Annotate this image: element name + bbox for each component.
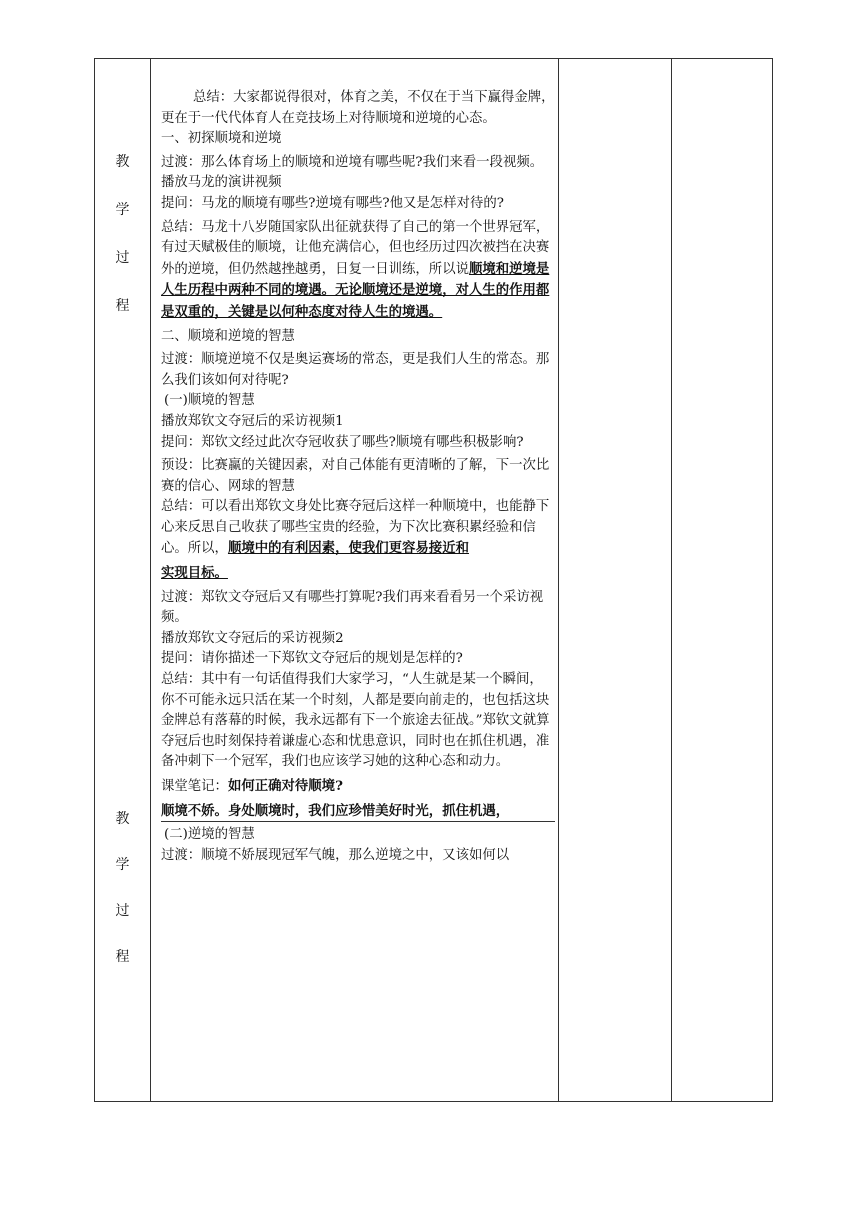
activity-line: 播放郑钦文夺冠后的采访视频1 (161, 413, 344, 429)
summary-paragraph (161, 497, 555, 560)
summary-paragraph (161, 218, 555, 324)
label-char: 程 (115, 949, 130, 965)
section-label-teaching-process (95, 809, 150, 993)
question-paragraph: 提问：请你描述一下郑钦文夺冠后的规划是怎样的? (161, 651, 463, 667)
column-divider (671, 59, 672, 1101)
key-point-line (161, 563, 555, 585)
transition-paragraph: 过渡：郑钦文夺冠后又有哪些打算呢?我们再来看看另一个采访视频。 (161, 589, 544, 626)
question-paragraph: 提问：郑钦文经过此次夺冠收获了哪些?顺境有哪些积极影响? (161, 434, 524, 450)
subsection-heading: (一)顺境的智慧 (164, 393, 255, 409)
lesson-table (94, 58, 773, 1102)
label-char: 学 (115, 857, 130, 873)
transition-paragraph: 过渡：那么体育场上的顺境和逆境有哪些呢?我们来看一段视频。 (161, 154, 544, 170)
label-char: 教 (115, 154, 130, 170)
key-point-line: 顺境不娇。身处顺境时，我们应珍惜美好时光，抓住机遇， (161, 801, 555, 823)
subsection-heading: (二)逆境的智慧 (164, 827, 255, 843)
label-char: 程 (115, 298, 130, 314)
summary-text: 总结：可以看出郑钦文身处比赛夺冠后这样一种顺境中，也能静下心来反思自己收获了哪些宝贵的经验，为下次比赛积累经验和信心。所以， (161, 499, 550, 557)
label-char: 教 (115, 811, 130, 827)
key-point-text: 顺境中的有利因素，使我们更容易接近和 (227, 540, 469, 557)
section-label-teaching-process (95, 152, 150, 344)
transition-paragraph: 过渡：顺境不娇展现冠军气魄，那么逆境之中，又该如何以 (161, 847, 510, 863)
question-paragraph: 提问：马龙的顺境有哪些?逆境有哪些?他又是怎样对待的? (161, 195, 504, 211)
activity-line: 播放郑钦文夺冠后的采访视频2 (161, 630, 344, 646)
summary-text: 总结：马龙十八岁随国家队出征就获得了自己的第一个世界冠军，有过天赋极佳的顺境，让他充满信心，但也经历过四次被挡在决赛外的逆境，但仍然越挫越勇，日复一日训练，所以说 (161, 219, 550, 277)
section-heading: 二、顺境和逆境的智慧 (161, 328, 295, 344)
column-divider (150, 59, 151, 1101)
notes-question: 如何正确对待顺境? (227, 778, 343, 794)
transition-paragraph: 过渡：顺境逆境不仅是奥运赛场的常态，更是我们人生的常态。那么我们该如何对待呢? (161, 352, 550, 388)
key-point-text: 实现目标。 (161, 565, 228, 582)
notes-label: 课堂笔记： (161, 779, 228, 794)
key-point-text: 顺境和逆境是人生历程中两种不同的境遇。无论顺境还是逆境，对人生的作用都是双重的，关键是以何种态度对待人生的境遇。 (161, 260, 550, 320)
lesson-content (161, 88, 555, 866)
preset-paragraph: 预设：比赛赢的关键因素，对自己体能有更清晰的了解，下一次比赛的信心、网球的智慧 (161, 458, 550, 494)
class-notes-line (161, 776, 555, 798)
label-char: 过 (115, 903, 130, 919)
column-divider (558, 59, 559, 1101)
label-char: 学 (115, 202, 130, 218)
section-heading: 一、初探顺境和逆境 (161, 131, 282, 147)
summary-paragraph: 总结：其中有一句话值得我们大家学习，“人生就是某一个瞬间，你不可能永远只活在某一个时刻，人都是要向前走的，也包括这块金牌总有落幕的时候，我永远都有下一个旅途去征战。”郑钦文就算夺冠后也时刻保持着谦虚心态和忧患意识，同时也在抓住机遇，准备冲刺下一个冠军，我们也应该学习她的这种心态和动力。 (161, 672, 550, 770)
label-char: 过 (115, 250, 130, 266)
activity-line: 播放马龙的演讲视频 (161, 175, 282, 191)
summary-paragraph: 总结：大家都说得很对，体育之美，不仅在于当下赢得金牌，更在于一代代体育人在竞技场上对待顺境和逆境的心态。 (161, 90, 555, 126)
